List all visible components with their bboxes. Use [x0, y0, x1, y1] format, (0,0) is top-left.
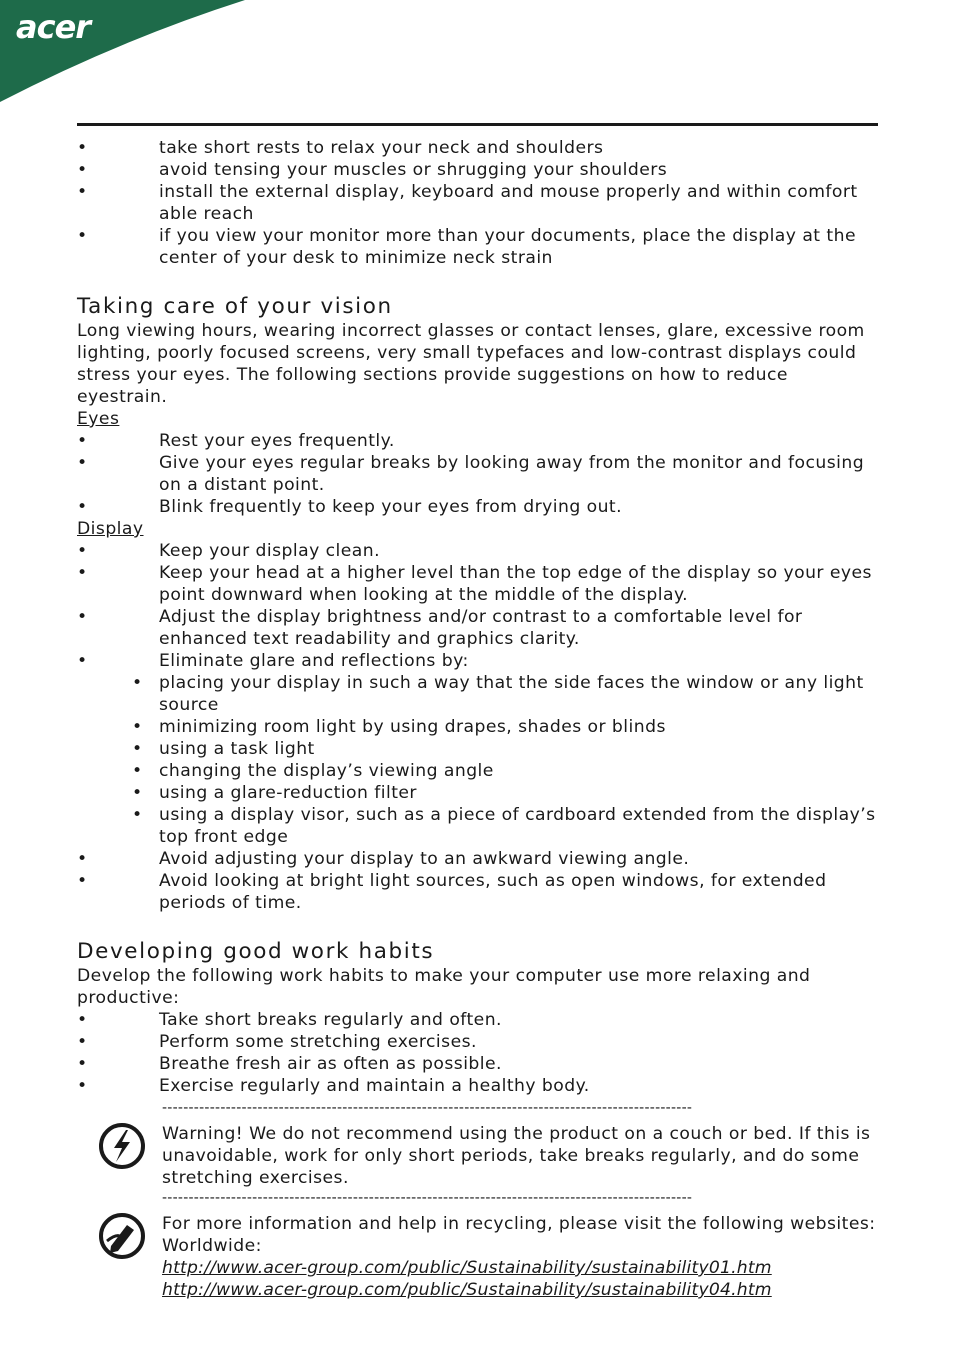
- list-item: • Exercise regularly and maintain a healthy body.: [77, 1076, 590, 1096]
- habits-heading: Developing good work habits: [77, 939, 435, 964]
- list-item: • take short rests to relax your neck and shoulders: [77, 138, 604, 158]
- note-pen-icon: [97, 1211, 147, 1261]
- sub-list-item: • minimizing room light by using drapes, shades or blinds: [132, 717, 666, 737]
- list-item: • Eliminate glare and reflections by:: [77, 651, 469, 671]
- warning-text: Warning! We do not recommend using the product on a couch or bed. If this is unavoidable, work for only short periods, take breaks regularly, and do some stretching exercises.: [162, 1124, 871, 1188]
- worldwide-label: Worldwide:: [162, 1236, 262, 1256]
- sub-list-item: • using a task light: [132, 739, 315, 759]
- eyes-subheading: Eyes: [77, 409, 120, 429]
- list-item: • Keep your display clean.: [77, 541, 381, 561]
- vision-intro: Long viewing hours, wearing incorrect glasses or contact lenses, glare, excessive room lighting, poorly focused screens, very small typefaces and low-contrast displays could stress your eyes. The following sections provide suggestions on how to reduce eyestrain.: [77, 321, 865, 407]
- recycling-text: For more information and help in recycling, please visit the following websites:: [162, 1214, 876, 1234]
- vision-heading: Taking care of your vision: [77, 294, 393, 319]
- separator-line: ----------------------------------------------------------------------------------------------------: [162, 1191, 693, 1205]
- list-item: • Perform some stretching exercises.: [77, 1032, 477, 1052]
- separator-line: ----------------------------------------------------------------------------------------------------: [162, 1101, 693, 1115]
- header-rule: [77, 123, 878, 126]
- eyes-bullet-list: [77, 430, 877, 518]
- habits-bullet-list: [77, 1009, 877, 1097]
- sub-list-item: • placing your display in such a way that the side faces the window or any light source: [132, 673, 864, 715]
- list-item: • Breathe fresh air as often as possible.: [77, 1054, 502, 1074]
- sustainability-link-04[interactable]: http://www.acer-group.com/public/Sustainability/sustainability04.htm: [162, 1280, 772, 1300]
- acer-logo: acer: [16, 8, 91, 46]
- habits-intro: Develop the following work habits to make your computer use more relaxing and productive:: [77, 966, 811, 1008]
- list-item: • Avoid looking at bright light sources, such as open windows, for extended periods of time.: [77, 871, 827, 913]
- sub-list-item: • changing the display’s viewing angle: [132, 761, 494, 781]
- list-item: • if you view your monitor more than your documents, place the display at the center of your desk to minimize neck strain: [77, 226, 856, 268]
- display-subheading: Display: [77, 519, 144, 539]
- display-bullet-list: [77, 540, 877, 914]
- warning-note: [77, 1101, 877, 1189]
- list-item: • Blink frequently to keep your eyes from drying out.: [77, 497, 623, 517]
- page-content: [77, 137, 877, 1301]
- list-item: • install the external display, keyboard and mouse properly and within comfort able reach: [77, 182, 858, 224]
- recycling-note: [77, 1191, 877, 1301]
- list-item: • Give your eyes regular breaks by looking away from the monitor and focusing on a distant point.: [77, 453, 865, 495]
- list-item: • Avoid adjusting your display to an awkward viewing angle.: [77, 849, 690, 869]
- list-item: • Take short breaks regularly and often.: [77, 1010, 502, 1030]
- list-item: • avoid tensing your muscles or shrugging your shoulders: [77, 160, 668, 180]
- sub-list-item: • using a glare-reduction filter: [132, 783, 417, 803]
- sub-list-item: • using a display visor, such as a piece of cardboard extended from the display’s top front edge: [132, 805, 876, 847]
- list-item: • Rest your eyes frequently.: [77, 431, 395, 451]
- brand-corner-shape: [0, 0, 250, 105]
- sustainability-link-01[interactable]: http://www.acer-group.com/public/Sustainability/sustainability01.htm: [162, 1258, 772, 1278]
- intro-bullet-list: [77, 137, 877, 269]
- list-item: • Adjust the display brightness and/or contrast to a comfortable level for enhanced text readability and graphics clarity.: [77, 607, 803, 649]
- warning-lightning-icon: [97, 1121, 147, 1171]
- list-item: • Keep your head at a higher level than the top edge of the display so your eyes point downward when looking at the middle of the display.: [77, 563, 872, 605]
